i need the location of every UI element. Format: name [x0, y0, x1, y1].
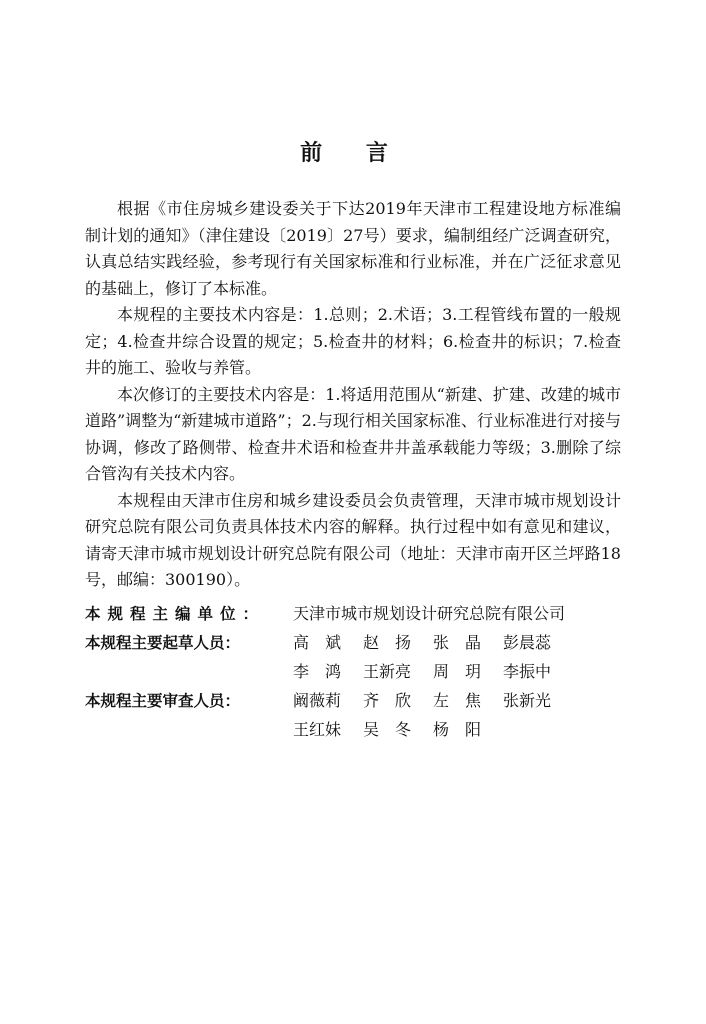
drafters-row-2 — [85, 656, 621, 685]
reviewer-name: 杨 阳 — [433, 720, 482, 739]
reviewer-name: 齐 欣 — [363, 691, 412, 710]
drafter-name: 周 玥 — [433, 662, 482, 681]
reviewer-name: 张新光 — [503, 691, 552, 710]
drafter-name: 张 晶 — [433, 633, 482, 652]
paragraph-management: 本规程由天津市住房和城乡建设委员会负责管理，天津市城市规划设计研究总院有限公司负责具体技术内容的解释。执行过程中如有意见和建议，请寄天津市城市规划设计研究总院有限公司（地址：天津市南开区兰坪路18号，邮编：300190）。 — [85, 490, 621, 589]
drafters-row-1 — [85, 627, 621, 656]
page-title: 前 言 — [300, 141, 406, 166]
editor-unit-label: 本规程主编单位： — [85, 604, 266, 623]
editor-unit-value: 天津市城市规划设计研究总院有限公司 — [293, 604, 566, 623]
reviewers-row-2 — [85, 714, 621, 743]
preface-body — [85, 196, 621, 594]
drafter-name: 李振中 — [503, 662, 552, 681]
drafter-name: 高 斌 — [293, 633, 342, 652]
drafter-name: 彭晨蕊 — [503, 633, 552, 652]
drafter-name: 王新亮 — [363, 662, 412, 681]
reviewers-label: 本规程主要审查人员： — [85, 691, 241, 710]
paragraph-main-content: 本规程的主要技术内容是：1.总则；2.术语；3.工程管线布置的一般规定；4.检查井综合设置的规定；5.检查井的材料；6.检查井的标识；7.检查井的施工、验收与养管。 — [85, 305, 621, 377]
drafter-name: 李 鸿 — [293, 662, 342, 681]
drafter-name: 赵 扬 — [363, 633, 412, 652]
staff-list — [85, 598, 621, 743]
reviewer-name: 阚薇莉 — [293, 691, 342, 710]
reviewer-name: 左 焦 — [433, 691, 482, 710]
paragraph-revision: 本次修订的主要技术内容是：1.将适用范围从“新建、扩建、改建的城市道路”调整为“新建城市道路”；2.与现行相关国家标准、行业标准进行对接与协调，修改了路侧带、检查井术语和检查井井盖承载能力等级；3.删除了综合管沟有关技术内容。 — [85, 384, 621, 483]
reviewer-name: 吴 冬 — [363, 720, 412, 739]
editor-unit-row — [85, 598, 621, 627]
reviewer-name: 王红妹 — [293, 720, 342, 739]
reviewers-row-1 — [85, 685, 621, 714]
paragraph-basis: 根据《市住房城乡建设委关于下达2019年天津市工程建设地方标准编制计划的通知》（津住建设〔2019〕27号）要求，编制组经广泛调查研究，认真总结实践经验，参考现行有关国家标准和行业标准，并在广泛征求意见的基础上，修订了本标准。 — [85, 199, 621, 298]
drafters-label: 本规程主要起草人员： — [85, 633, 241, 652]
